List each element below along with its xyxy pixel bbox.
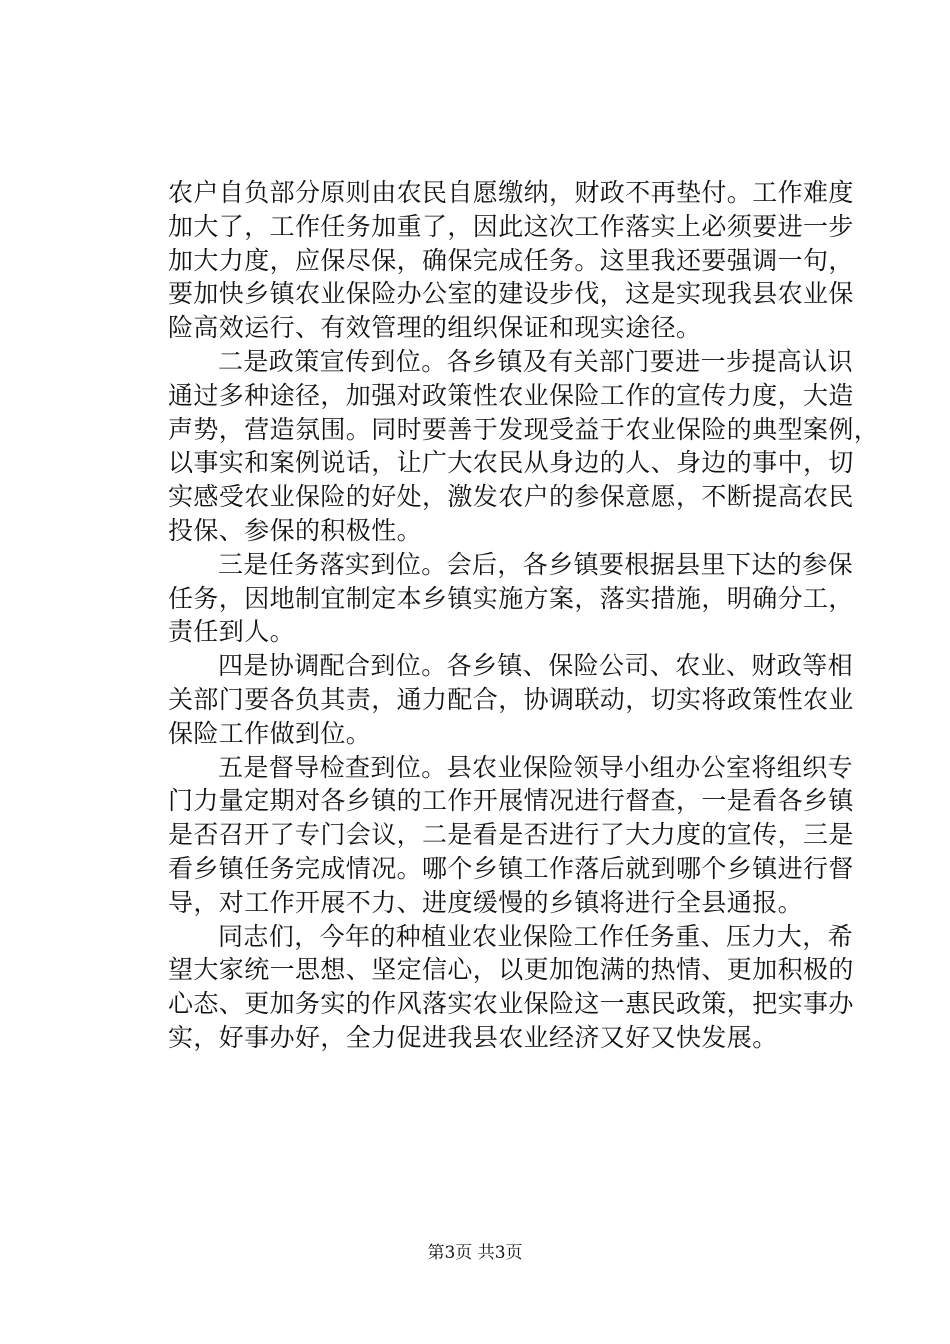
text-line: 望大家统一思想、坚定信心，以更加饱满的热情、更加积极的	[168, 955, 854, 985]
text-line: 看乡镇任务完成情况。哪个乡镇工作落后就到哪个乡镇进行督	[168, 853, 854, 883]
paragraph-first-line: 二是政策宣传到位。各乡镇及有关部门要进一步提高认识	[218, 346, 854, 376]
text-line: 责任到人。	[168, 617, 296, 647]
document-body	[168, 176, 880, 1055]
paragraph-first-line: 三是任务落实到位。会后，各乡镇要根据县里下达的参保	[218, 549, 854, 579]
text-line: 是否召开了专门会议，二是看是否进行了大力度的宣传，三是	[168, 820, 854, 850]
text-line: 门力量定期对各乡镇的工作开展情况进行督查，一是看各乡镇	[168, 786, 854, 816]
paragraph-first-line: 五是督导检查到位。县农业保险领导小组办公室将组织专	[218, 752, 854, 782]
text-line: 心态、更加务实的作风落实农业保险这一惠民政策，把实事办	[168, 989, 854, 1019]
text-line: 任务，因地制宜制定本乡镇实施方案，落实措施，明确分工，	[168, 583, 854, 613]
text-line: 险高效运行、有效管理的组织保证和现实途径。	[168, 313, 702, 343]
text-line: 实，好事办好，全力促进我县农业经济又好又快发展。	[168, 1022, 778, 1052]
text-line: 实感受农业保险的好处，激发农户的参保意愿，不断提高农民	[168, 482, 854, 512]
paragraph-first-line: 同志们，今年的种植业农业保险工作任务重、压力大，希	[218, 921, 854, 951]
text-line: 关部门要各负其责，通力配合，协调联动，切实将政策性农业	[168, 684, 854, 714]
text-line: 声势，营造氛围。同时要善于发现受益于农业保险的典型案例，	[168, 414, 880, 444]
paragraph-first-line: 四是协调配合到位。各乡镇、保险公司、农业、财政等相	[218, 651, 854, 681]
text-line: 导，对工作开展不力、进度缓慢的乡镇将进行全县通报。	[168, 887, 804, 917]
text-line: 加大了，工作任务加重了，因此这次工作落实上必须要进一步	[168, 211, 854, 241]
text-line: 以事实和案例说话，让广大农民从身边的人、身边的事中，切	[168, 448, 854, 478]
text-line: 投保、参保的积极性。	[168, 515, 423, 545]
text-line: 加大力度，应保尽保，确保完成任务。这里我还要强调一句，	[168, 245, 854, 275]
page-footer: 第3页 共3页	[427, 1243, 523, 1263]
text-line: 要加快乡镇农业保险办公室的建设步伐，这是实现我县农业保	[168, 279, 854, 309]
text-line: 农户自负部分原则由农民自愿缴纳，财政不再垫付。工作难度	[168, 178, 854, 207]
text-line: 通过多种途径，加强对政策性农业保险工作的宣传力度，大造	[168, 380, 854, 410]
text-line: 保险工作做到位。	[168, 718, 372, 748]
